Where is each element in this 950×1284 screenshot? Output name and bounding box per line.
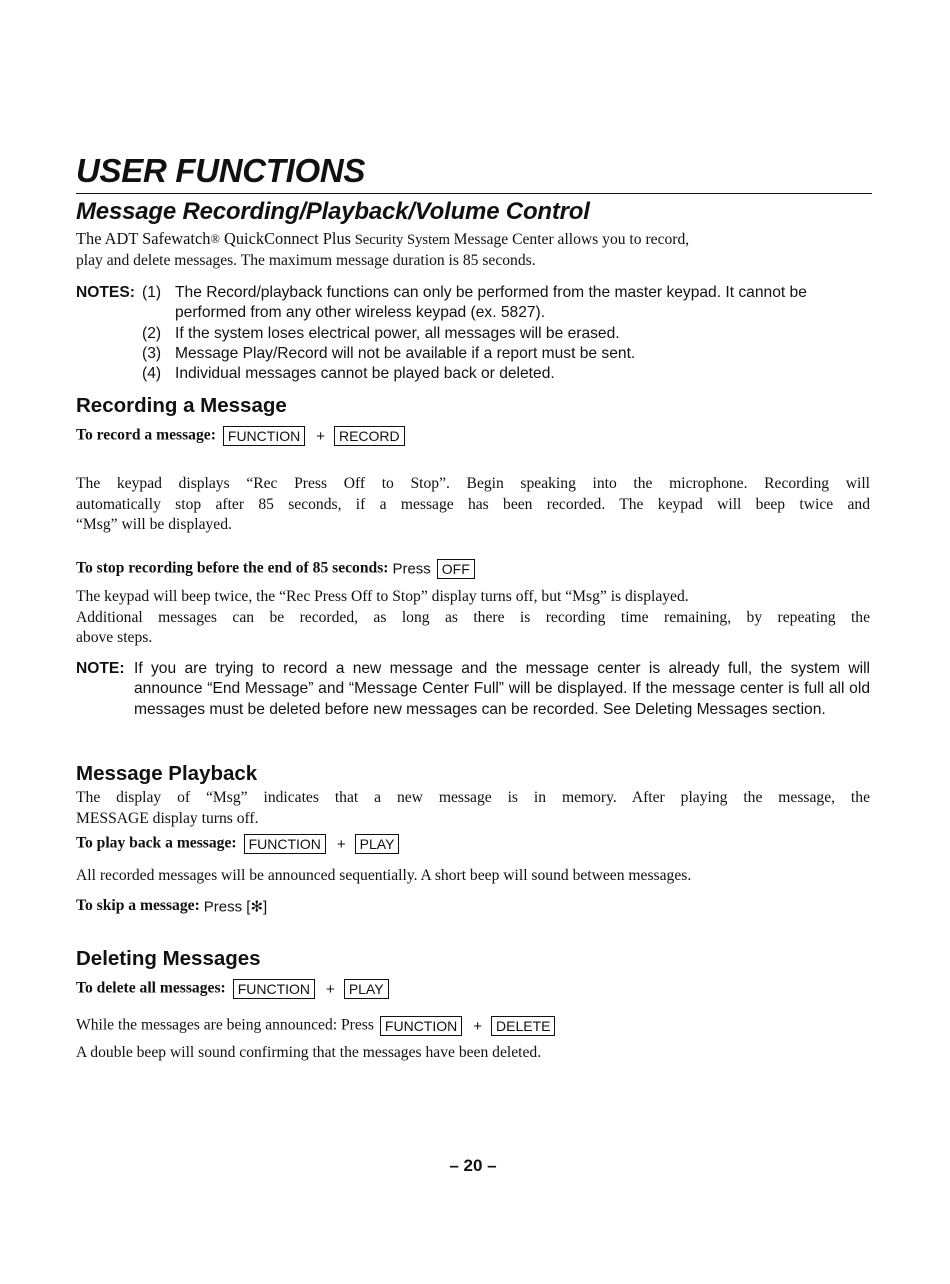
after-stop-line: Additional messages can be recorded, as long as there is recording time remaining, by repeating the xyxy=(76,608,870,626)
playback-heading: Message Playback xyxy=(76,762,258,785)
play-key: PLAY xyxy=(344,979,389,999)
plus-sign: + xyxy=(473,1017,483,1035)
after-stop-line: The keypad will beep twice, the “Rec Press Off to Stop” display turns off, but “Msg” is displayed. xyxy=(76,588,689,605)
delete-label: To delete all messages: xyxy=(76,979,226,997)
press-text: Press xyxy=(392,560,431,578)
recording-line: automatically stop after 85 seconds, if a message has been recorded. The keypad will beep twice and xyxy=(76,495,870,513)
playback-line: The display of “Msg” indicates that a new message is in memory. After playing the message, the xyxy=(76,789,870,806)
note-item xyxy=(76,283,870,324)
function-key: FUNCTION xyxy=(244,834,326,854)
note-text: If you are trying to record a new message and the message center is already full, the system will announce “End Message” and “Message Center Full” will be displayed. If the message center is full all old messages must be deleted before new messages can be recorded. See Deleting Messages section. xyxy=(134,660,870,718)
notes-list xyxy=(76,283,870,384)
playback-paragraph xyxy=(76,788,870,829)
page-number: – 20 – xyxy=(449,1156,497,1175)
stop-instruction xyxy=(76,559,475,579)
note-text: Message Play/Record will not be available if a report must be sent. xyxy=(175,344,636,362)
intro-text-1: Message Center allows you to record, xyxy=(453,231,690,248)
record-label: To record a message: xyxy=(76,426,216,444)
stop-label: To stop recording before the end of 85 seconds: xyxy=(76,559,389,577)
skip-label: To skip a message: xyxy=(76,897,200,914)
sequential-text: All recorded messages will be announced sequentially. A short beep will sound between messages. xyxy=(76,867,692,884)
recording-line: The keypad displays “Rec Press Off to Stop”. Begin speaking into the microphone. Recording will xyxy=(76,475,870,492)
notes-label: NOTES: xyxy=(76,284,135,301)
confirm-text: A double beep will sound confirming that the messages have been deleted. xyxy=(76,1044,542,1061)
recording-heading: Recording a Message xyxy=(76,394,287,417)
after-stop-line: above steps. xyxy=(76,629,153,646)
plus-sign: + xyxy=(336,835,346,853)
record-instruction xyxy=(76,426,405,446)
system-name: Security System xyxy=(351,232,454,248)
function-key: FUNCTION xyxy=(233,979,315,999)
brand-name: The ADT Safewatch xyxy=(76,229,211,248)
product-name: QuickConnect Plus xyxy=(219,229,352,248)
registered-mark: ® xyxy=(210,232,220,246)
delete-key: DELETE xyxy=(491,1016,555,1036)
record-key: RECORD xyxy=(334,426,405,446)
intro-line-1 xyxy=(76,229,870,251)
off-key: OFF xyxy=(437,559,475,579)
after-stop-paragraph xyxy=(76,587,870,649)
skip-press-text: Press [✻] xyxy=(203,898,268,916)
note-item xyxy=(76,344,870,364)
page-title: USER FUNCTIONS xyxy=(76,152,366,189)
intro-paragraph xyxy=(76,229,870,271)
note-number: (2) xyxy=(142,324,162,342)
recording-paragraph xyxy=(76,474,870,536)
note-text: Individual messages cannot be played back or deleted. xyxy=(175,365,555,383)
note-text: The Record/playback functions can only be performed from the master keypad. It cannot be performed from any other wireless keypad (ex. 5827). xyxy=(175,284,807,322)
intro-line-2: play and delete messages. The maximum message duration is 85 seconds. xyxy=(76,251,536,269)
note-text: If the system loses electrical power, all messages will be erased. xyxy=(175,324,620,342)
function-key: FUNCTION xyxy=(223,426,305,446)
play-label: To play back a message: xyxy=(76,834,237,852)
title-divider xyxy=(76,193,872,194)
note-number: (4) xyxy=(142,365,162,383)
delete-instruction xyxy=(76,979,389,999)
recording-line: “Msg” will be displayed. xyxy=(76,516,232,533)
while-text: While the messages are being announced: Press xyxy=(76,1016,374,1034)
play-key: PLAY xyxy=(355,834,400,854)
play-instruction xyxy=(76,834,399,854)
plus-sign: + xyxy=(326,980,335,998)
skip-instruction xyxy=(76,897,267,915)
function-key: FUNCTION xyxy=(380,1016,462,1036)
plus-sign: + xyxy=(316,427,325,445)
while-announced-instruction xyxy=(76,1016,555,1036)
playback-line: MESSAGE display turns off. xyxy=(76,809,259,827)
note-item xyxy=(76,364,870,384)
note-number: (1) xyxy=(142,284,162,301)
note-item xyxy=(76,324,870,344)
note-label: NOTE: xyxy=(76,660,125,677)
section-title: Message Recording/Playback/Volume Control xyxy=(76,198,590,225)
note-number: (3) xyxy=(142,344,162,362)
deleting-heading: Deleting Messages xyxy=(76,947,261,970)
